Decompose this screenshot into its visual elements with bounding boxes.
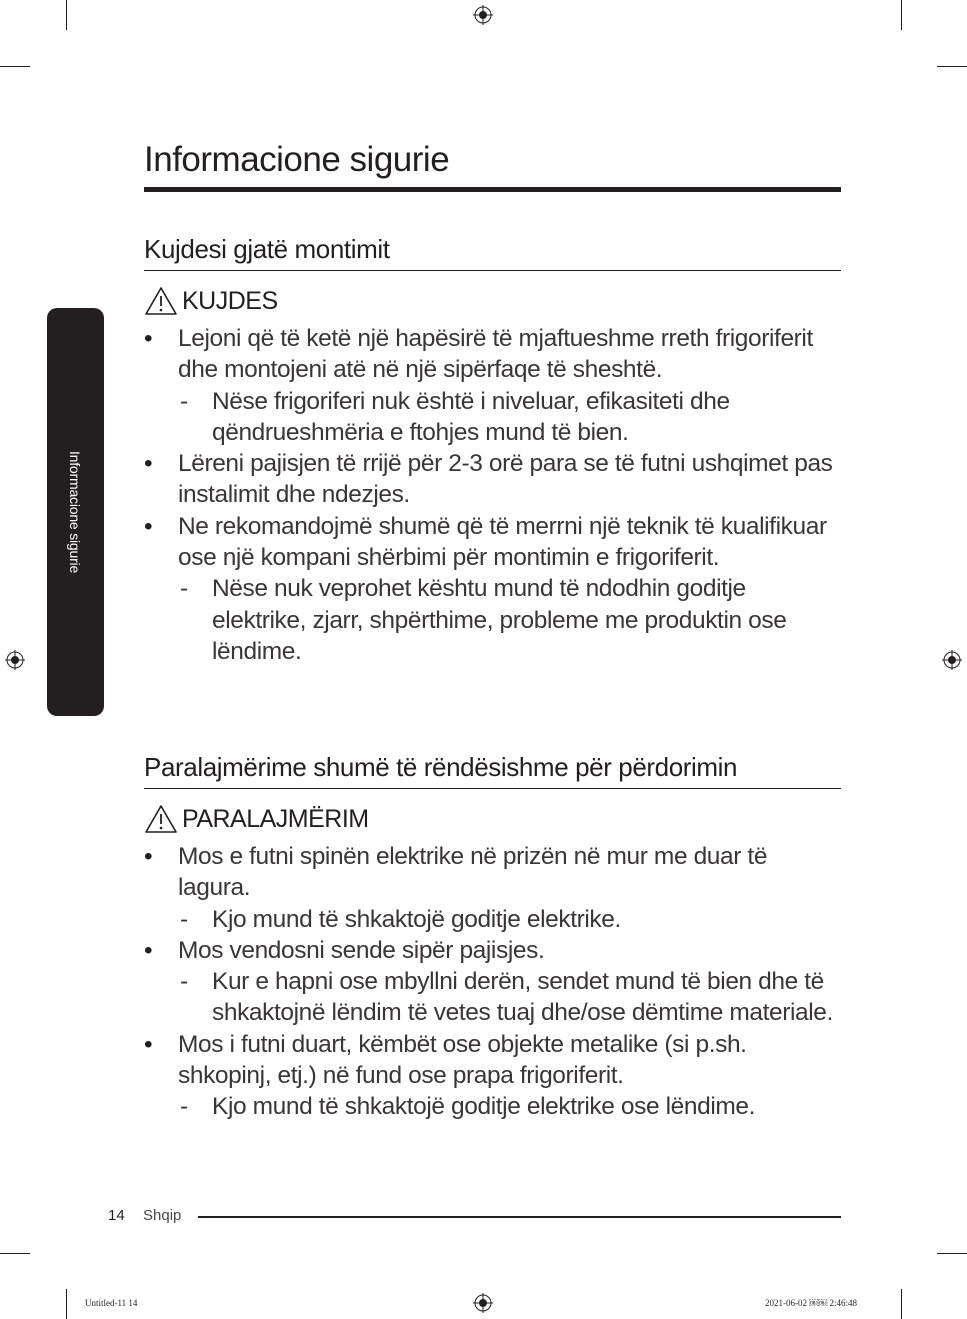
footer-rule bbox=[198, 1216, 841, 1218]
installation-list bbox=[144, 323, 844, 667]
crop-mark bbox=[901, 1289, 902, 1319]
list-item: • Mos vendosni sende sipër pajisjes. bbox=[144, 935, 844, 966]
section-heading-installation: Kujdesi gjatë montimit bbox=[144, 234, 390, 264]
crop-mark bbox=[937, 1253, 967, 1254]
registration-mark-icon bbox=[942, 650, 962, 670]
caution-notice bbox=[144, 286, 278, 316]
section-rule bbox=[144, 788, 841, 789]
section-heading-usage-warnings: Paralajmërime shumë të rëndësishme për përdorimin bbox=[144, 752, 738, 782]
crop-mark bbox=[66, 0, 67, 30]
list-item: • Mos i futni duart, këmbët ose objekte metalike (si p.sh. shkopinj, etj.) në fund ose prapa frigoriferit. bbox=[144, 1029, 844, 1092]
crop-mark bbox=[937, 66, 967, 67]
footer-language: Shqip bbox=[143, 1207, 182, 1224]
title-rule bbox=[144, 187, 841, 192]
warning-label: PARALAJMËRIM bbox=[182, 804, 369, 833]
list-subitem: - Kur e hapni ose mbyllni derën, sendet mund të bien dhe të shkaktojnë lëndim të vetes tuaj dhe/ose dëmtime materiale. bbox=[144, 966, 844, 1029]
list-subitem: - Nëse nuk veprohet kështu mund të ndodhin goditje elektrike, zjarr, shpërthime, probleme me produktin ose lëndime. bbox=[144, 573, 844, 667]
warning-triangle-icon bbox=[144, 804, 178, 834]
caution-label: KUJDES bbox=[182, 286, 278, 315]
list-subitem: - Kjo mund të shkaktojë goditje elektrike ose lëndime. bbox=[144, 1091, 844, 1122]
registration-mark-icon bbox=[473, 1293, 493, 1313]
registration-mark-icon bbox=[5, 650, 25, 670]
list-subitem: - Nëse frigoriferi nuk është i niveluar, efikasiteti dhe qëndrueshmëria e ftohjes mund të bien. bbox=[144, 386, 844, 449]
page-number: 14 bbox=[108, 1207, 125, 1224]
print-slug-file: Untitled-11 14 bbox=[85, 1298, 138, 1308]
side-tab-label: Informacione sigurie bbox=[67, 450, 83, 574]
list-item: • Mos e futni spinën elektrike në prizën në mur me duar të lagura. bbox=[144, 841, 844, 904]
usage-warnings-list bbox=[144, 841, 844, 1123]
crop-mark bbox=[901, 0, 902, 30]
crop-mark bbox=[66, 1289, 67, 1319]
list-item: • Lëreni pajisjen të rrijë për 2-3 orë para se të futni ushqimet pas instalimit dhe ndezjes. bbox=[144, 448, 844, 511]
page-title: Informacione sigurie bbox=[144, 140, 450, 179]
list-subitem: - Kjo mund të shkaktojë goditje elektrike. bbox=[144, 904, 844, 935]
warning-triangle-icon bbox=[144, 286, 178, 316]
list-item: • Lejoni që të ketë një hapësirë të mjaftueshme rreth frigoriferit dhe montojeni atë në një sipërfaqe të sheshtë. bbox=[144, 323, 844, 386]
print-slug-timestamp: 2021-06-02 ￼￼ 2:46:48 bbox=[765, 1298, 857, 1308]
crop-mark bbox=[0, 66, 30, 67]
crop-mark bbox=[0, 1253, 30, 1254]
list-item: • Ne rekomandojmë shumë që të merrni një teknik të kualifikuar ose një kompani shërbimi për montimin e frigoriferit. bbox=[144, 511, 844, 574]
section-rule bbox=[144, 270, 841, 271]
warning-notice bbox=[144, 804, 369, 834]
registration-mark-icon bbox=[473, 5, 493, 25]
